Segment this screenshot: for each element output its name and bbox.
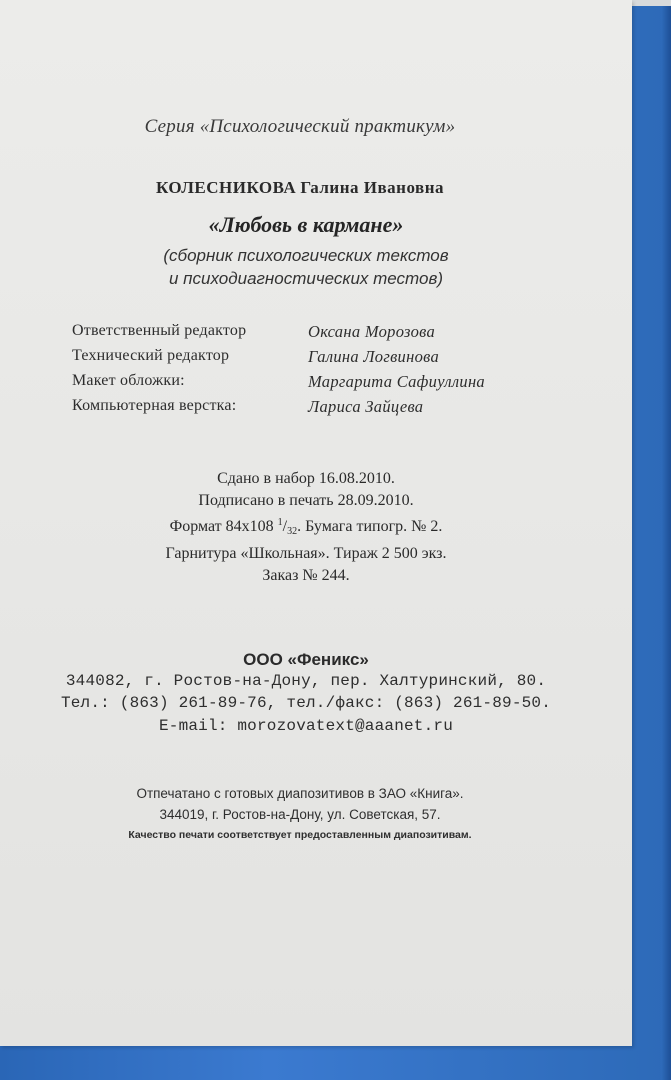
typeface-line: Гарнитура «Школьная». Тираж 2 500 экз. — [165, 545, 447, 562]
format-denominator: 32 — [287, 526, 298, 537]
printer-line-2: 344019, г. Ростов-на-Дону, ул. Советская, 57. — [159, 807, 441, 822]
submitted-date: Сдано в набор 16.08.2010. — [217, 470, 395, 487]
series-line: Серия «Психологический практикум» — [144, 116, 456, 137]
credit-role: Компьютерная верстка: — [72, 397, 237, 414]
author-surname: КОЛЕСНИКОВА — [155, 178, 297, 197]
credit-role: Технический редактор — [72, 347, 230, 364]
author-line — [0, 178, 600, 198]
credit-row — [72, 322, 592, 347]
print-details — [0, 468, 612, 587]
format-numerator: 1 — [277, 517, 283, 528]
format-line — [0, 512, 612, 543]
printer-quality-note: Качество печати соответствует предоставленным диапозитивам. — [128, 829, 472, 841]
credit-name: Галина Логвинова — [308, 347, 440, 366]
format-slash: / — [282, 518, 288, 535]
book-subtitle-line-2: и психодиагностических тестов) — [168, 269, 444, 288]
book-title: «Любовь в кармане» — [208, 212, 404, 237]
cover-edge — [661, 6, 671, 1080]
signed-date: Подписано в печать 28.09.2010. — [198, 492, 414, 509]
credit-row — [72, 372, 592, 397]
credits-list — [72, 322, 592, 422]
credit-name: Лариса Зайцева — [308, 397, 424, 416]
publisher-address: 344082, г. Ростов-на-Дону, пер. Халтуринский, 80. — [65, 672, 547, 690]
credit-name: Маргарита Сафиуллина — [308, 372, 485, 391]
printer-line-1: Отпечатано с готовых диапозитивов в ЗАО «Книга». — [136, 786, 464, 801]
credit-row — [72, 397, 592, 422]
format-suffix: . Бумага типогр. № 2. — [297, 518, 443, 535]
order-line: Заказ № 244. — [262, 567, 350, 584]
author-given-name: Галина Ивановна — [300, 178, 445, 197]
format-prefix: Формат 84х108 — [169, 518, 278, 535]
credit-role: Ответственный редактор — [72, 322, 247, 339]
publisher-phones: Тел.: (863) 261-89-76, тел./факс: (863) 261-89-50. — [60, 694, 552, 712]
credit-name: Оксана Морозова — [308, 322, 436, 341]
book-subtitle-line-1: (сборник психологических текстов — [163, 246, 449, 265]
credit-role: Макет обложки: — [72, 372, 185, 389]
credit-row — [72, 347, 592, 372]
publisher-name: ООО «Феникс» — [243, 650, 369, 669]
publisher-email: E-mail: morozovatext@aaanet.ru — [158, 717, 454, 735]
